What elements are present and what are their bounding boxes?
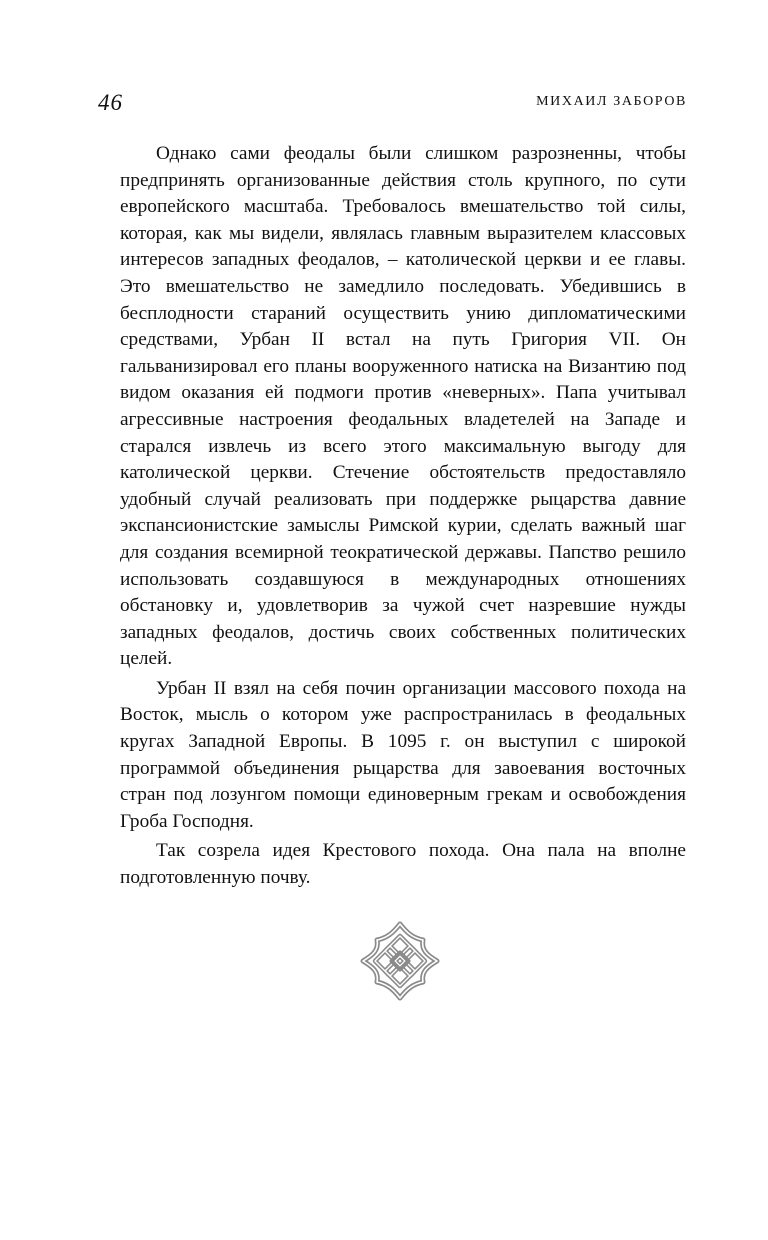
paragraph: Урбан II взял на себя почин организации массового похода на Восток, мысль о котором уже распространилась в феодальных кругах Западной Европы. В 1095 г. он выступил с широкой программой объединения рыцарства для завоевания восточных стран под лозунгом помощи единоверным грекам и освобождения Гроба Господня. [120, 677, 686, 832]
paragraph: Однако сами феодалы были слишком разрозненны, чтобы предпринять организованные действия столь крупного, по сути европейского масштаба. Требовалось вмешательство той силы, которая, как мы видели, являлась главным выразителем классовых интересов западных феодалов, – католической церкви и ее главы. Это вмешательство не замедлило последовать. Убедившись в бесплодности стараний осуществить унию дипломатическими средствами, Урбан II встал на путь Григория VII. Он гальванизировал его планы вооруженного натиска на Византию под видом оказания ей подмоги против «неверных». Папа учитывал агрессивные настроения феодальных владетелей на Западе и старался извлечь из всего этого максимальную выгоду для католической церкви. Стечение обстоятельств предоставляло удобный случай реализовать при поддержке рыцарства давние экспансионистские замыслы Римской курии, сделать важный шаг для создания всемирной теократической державы. Папство решило использовать создавшуюся в международных отношениях обстановку и, удовлетворив за чужой счет назревшие нужды западных феодалов, достичь своих собственных политических целей. [120, 143, 686, 670]
page-number: 46 [98, 90, 123, 115]
body-text [120, 141, 686, 892]
paragraph: Так созрела идея Крестового похода. Она пала на вполне подготовленную почву. [120, 840, 686, 889]
running-head: МИХАИЛ ЗАБОРОВ [536, 94, 687, 109]
celtic-knot-ornament-icon [359, 920, 441, 1002]
